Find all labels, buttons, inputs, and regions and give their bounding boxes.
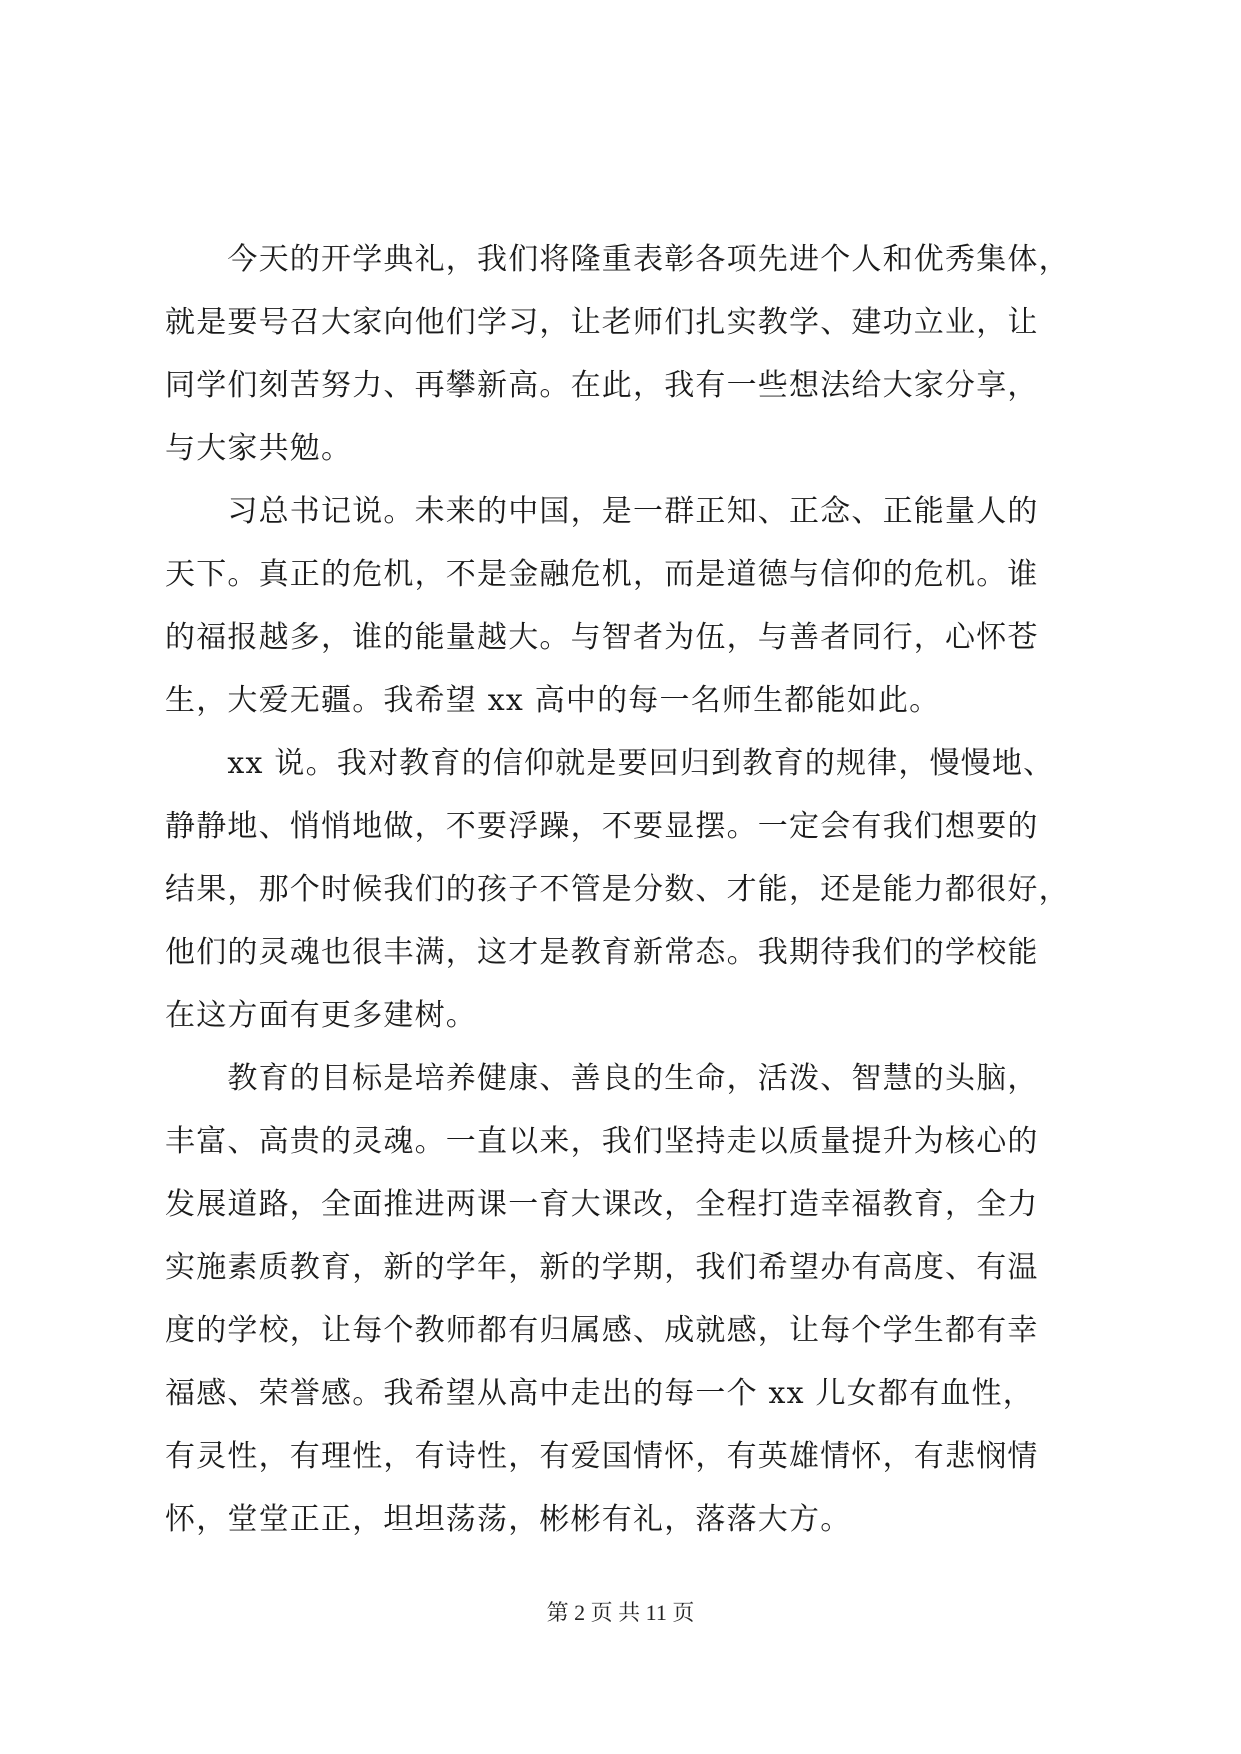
text-line: 同学们刻苦努力、再攀新高。在此，我有一些想法给大家分享， bbox=[165, 368, 1039, 403]
text-line: 丰富、高贵的灵魂。一直以来，我们坚持走以质量提升为核心的 bbox=[165, 1124, 1039, 1159]
text-line: xx 说。我对教育的信仰就是要回归到教育的规律，慢慢地、 bbox=[165, 746, 1055, 781]
text-line: 有灵性，有理性，有诗性，有爱国情怀，有英雄情怀，有悲悯情 bbox=[165, 1439, 1039, 1474]
text-line: 的福报越多，谁的能量越大。与智者为伍，与善者同行，心怀苍 bbox=[165, 620, 1039, 655]
text-line: 与大家共勉。 bbox=[165, 431, 353, 466]
text-line: 静静地、悄悄地做，不要浮躁，不要显摆。一定会有我们想要的 bbox=[165, 809, 1039, 844]
paragraph-1 bbox=[165, 228, 1095, 480]
text-line: 生，大爱无疆。我希望 xx 高中的每一名师生都能如此。 bbox=[165, 683, 941, 718]
paragraph-3 bbox=[165, 732, 1095, 1047]
text-line: 结果，那个时候我们的孩子不管是分数、才能，还是能力都很好， bbox=[165, 872, 1070, 907]
page-number-footer: 第 2 页 共 11 页 bbox=[546, 1600, 695, 1625]
body-text bbox=[165, 228, 1095, 1551]
paragraph-4 bbox=[165, 1047, 1095, 1551]
text-line: 在这方面有更多建树。 bbox=[165, 998, 477, 1033]
text-line: 就是要号召大家向他们学习，让老师们扎实教学、建功立业，让 bbox=[165, 305, 1039, 340]
text-line: 天下。真正的危机，不是金融危机，而是道德与信仰的危机。谁 bbox=[165, 557, 1039, 592]
text-line: 发展道路，全面推进两课一育大课改，全程打造幸福教育，全力 bbox=[165, 1187, 1039, 1222]
paragraph-2 bbox=[165, 480, 1095, 732]
text-line: 度的学校，让每个教师都有归属感、成就感，让每个学生都有幸 bbox=[165, 1313, 1039, 1348]
text-line: 他们的灵魂也很丰满，这才是教育新常态。我期待我们的学校能 bbox=[165, 935, 1039, 970]
text-line: 福感、荣誉感。我希望从高中走出的每一个 xx 儿女都有血性， bbox=[165, 1376, 1034, 1411]
text-line: 怀，堂堂正正，坦坦荡荡，彬彬有礼，落落大方。 bbox=[165, 1502, 852, 1537]
text-line: 习总书记说。未来的中国，是一群正知、正念、正能量人的 bbox=[165, 494, 1039, 529]
text-line: 实施素质教育，新的学年，新的学期，我们希望办有高度、有温 bbox=[165, 1250, 1039, 1285]
text-line: 今天的开学典礼，我们将隆重表彰各项先进个人和优秀集体， bbox=[165, 242, 1070, 277]
text-line: 教育的目标是培养健康、善良的生命，活泼、智慧的头脑， bbox=[165, 1061, 1039, 1096]
